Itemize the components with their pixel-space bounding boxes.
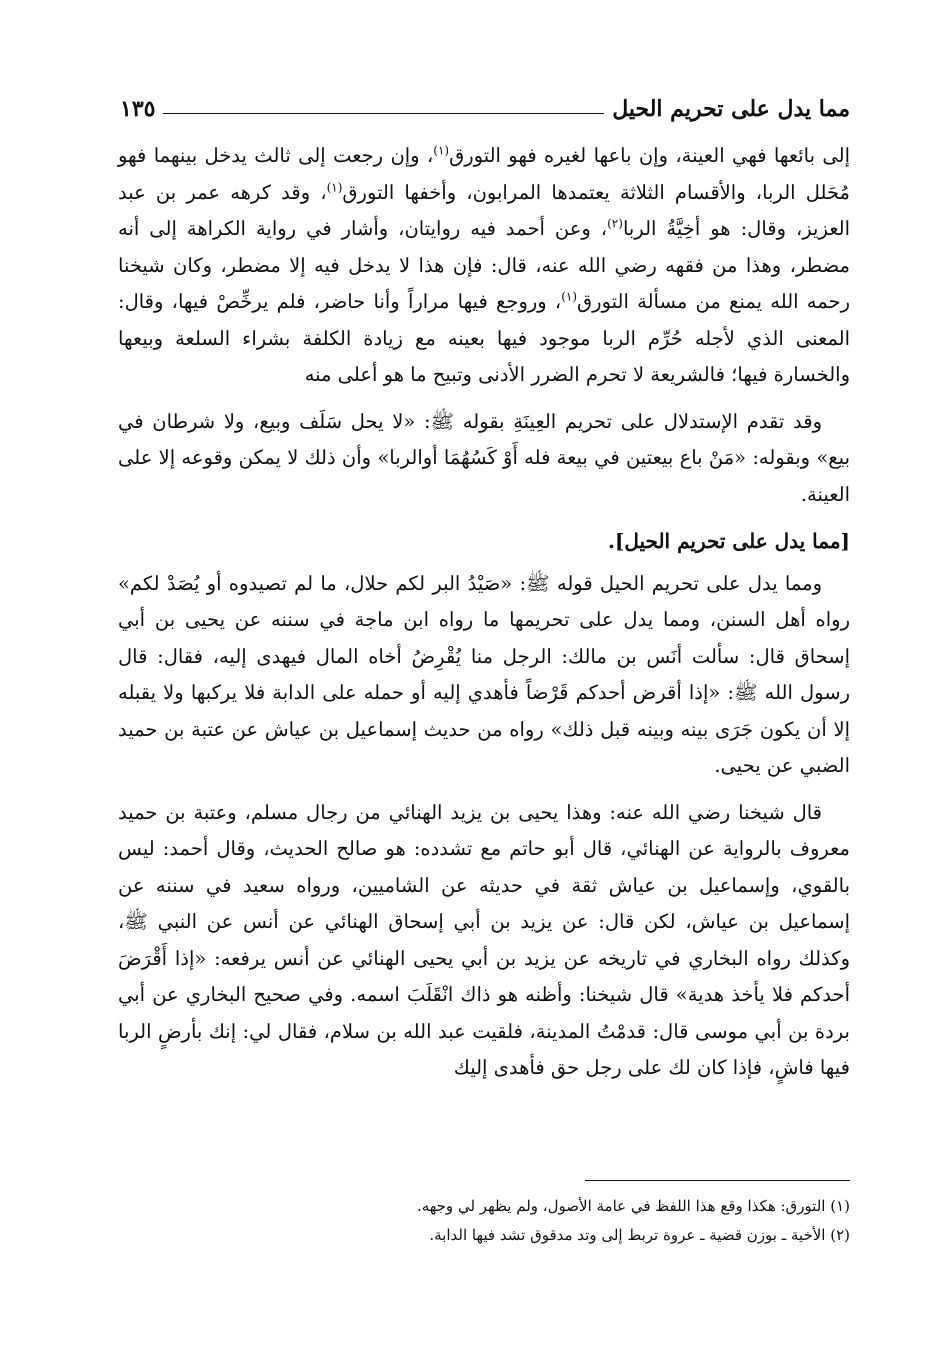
page-number: ١٣٥ — [120, 96, 156, 122]
section-heading: [مما يدل على تحريم الحيل]. — [607, 529, 850, 553]
footnote-ref: (٢) — [607, 216, 623, 231]
running-header — [120, 86, 850, 122]
footnotes — [118, 1192, 850, 1250]
footnote-ref: (١) — [326, 180, 343, 194]
paragraph-text: ، وروجع فيها مراراً وأنا حاضر، فلم يرخِّصْ فيها، وقال: المعنى الذي لأجله حُرِّم الربا موجود فيها بعينه مع زيادة الكلفة بشراء السلعة وبيعها والخسارة فيها؛ فالشريعة لا تحرم الضرر الأدنى وتبيح ما هو أعلى منه — [118, 290, 850, 386]
footnote-2: (٢) الأخية ـ بوزن قضية ـ عروة تربط إلى وتد مدقوق تشد فيها الدابة. — [429, 1226, 850, 1244]
footnote-ref: (١) — [561, 289, 578, 304]
paragraph-text: إلى بائعها فهي العينة، وإن باعها لغيره فهو التورق — [449, 144, 850, 167]
footnote-separator — [585, 1180, 850, 1181]
main-text — [118, 138, 850, 1097]
paragraph-text: ، وإن رجعت إلى ثالث يدخل بينهما فهو مُحَلل الربا، والأقسام الثلاثة يعتمدها المرابون، وأخفها التورق — [118, 144, 850, 204]
footnote-ref: (١) — [433, 143, 450, 158]
paragraph-1 — [118, 138, 850, 394]
paragraph-3: ومما يدل على تحريم الحيل قوله ﷺ: «صَيْدُ البر لكم حلال، ما لم تصيدوه أو يُصَدْ لكم» رواه أهل السنن، ومما يدل على تحريمها ما رواه ابن ماجة في سننه عن يحيى بن أبي إسحاق قال: سألت أنَس بن مالك: الرجل منا يُقْرِضُ أخاه المال فيهدى إليه، فقال: قال رسول الله ﷺ: «إذا أقرض أحدكم قَرْضاً فأهدي إليه أو حمله على الدابة فلا يركبها ولا يقبله إلا أن يكون جَرَى بينه وبينه قبل ذلك» رواه من حديث إسماعيل بن عياش عن عتبة بن حميد الضبي عن يحيى. — [118, 571, 850, 777]
header-title: مما يدل على تحريم الحيل — [612, 96, 850, 122]
paragraph-2: وقد تقدم الإستدلال على تحريم العِينَةِ بقوله ﷺ: «لا يحل سَلَف وبيع، ولا شرطان في بيع» وبقوله: «مَنْ باع بيعتين في بيعة فله أَوْ كَسُهُمَا أوالربا» وأن ذلك لا يمكن وقوعه إلا على العينة. — [118, 409, 850, 506]
footnote-1: (١) التورق: هكذا وقع هذا اللفظ في عامة الأصول، ولم يظهر لي وجهه. — [416, 1197, 850, 1215]
paragraph-4: قال شيخنا رضي الله عنه: وهذا يحيى بن يزيد الهنائي من رجال مسلم، وعتبة بن حميد معروف بالرواية عن الهنائي، قال أبو حاتم مع تشدده: هو صالح الحديث، وقال أحمد: ليس بالقوي، وإسماعيل بن عياش ثقة في حديثه عن الشاميين، ورواه سعيد في سننه عن إسماعيل بن عياش، لكن قال: عن يزيد بن أبي إسحاق الهنائي عن أنس عن النبي ﷺ، وكذلك رواه البخاري في تاريخه عن يزيد بن أبي يحيى الهنائي عن أنس يرفعه: «إذا أَقْرَضَ أحدكم فلا يأخذ هدية» قال شيخنا: وأظنه هو ذاك انْقَلَبَ اسمه. وفي صحيح البخاري عن أبي بردة بن أبي موسى قال: قدمْتُ المدينة، فلقيت عبد الله بن سلام، فقال لي: إنك بأرضٍ الربا فيها فاشٍ، فإذا كان لك على رجل حق فأهدى إليك — [118, 800, 850, 1079]
paragraph-text: ، وقد كرهه عمر بن عبد العزيز، وقال: هو أخِيَّةُ الربا — [118, 180, 850, 240]
paragraph-text: ، وعن أحمد فيه روايتان، وأشار في رواية الكراهة إلى أنه مضطر، وهذا من فقهه رضي الله عنه، قال: فإن هذا لا يدخل فيه إلا مضطر، وكان شيخنا رحمه الله يمنع من مسألة التورق — [118, 217, 850, 313]
header-rule — [163, 113, 604, 114]
